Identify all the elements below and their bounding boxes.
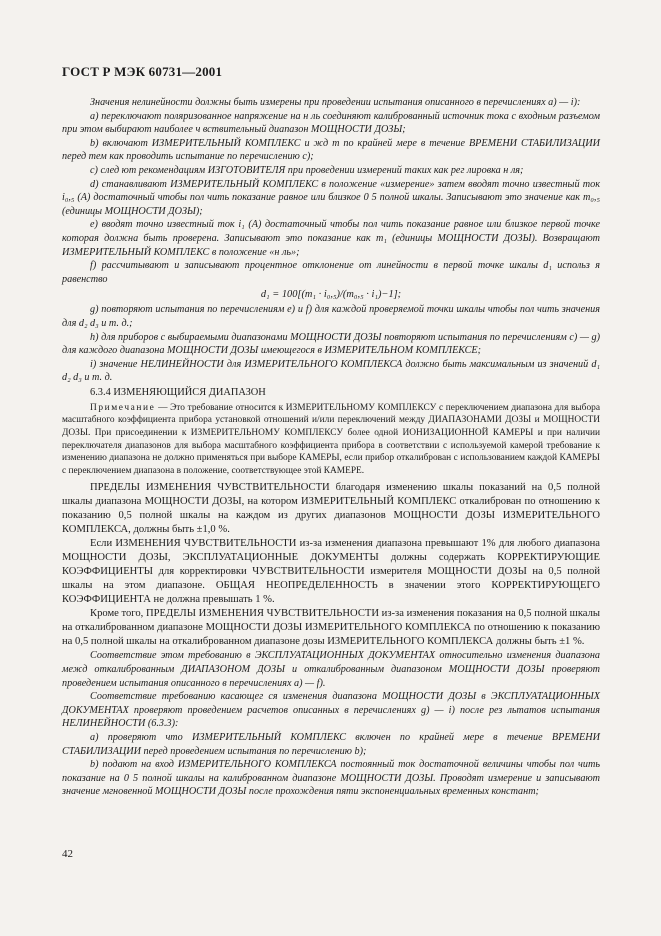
standard-header: ГОСТ Р МЭК 60731—2001 (62, 64, 223, 79)
note-text: — Это требование относится к ИЗМЕРИТЕЛЬНОМУ КОМПЛЕКСУ с переключением диапазона для выбора масштабного коэффициента прибора установкой отношений и/или переключений между ДИАПАЗОНАМИ ДОЗЫ и МОЩНОСТИ ДОЗЫ. При присоединении к ИЗМЕРИТЕЛЬНОМУ КОМПЛЕКСУ более одной ИОНИЗАЦИОННОЙ КАМЕРЫ и при наличии переключателя диапазонов для выбора масштабного коэффициента прибора в соответствии с используемой камерой требование к изменению диапазона не должно применяться при выборе КАМЕРЫ, если прибор откалиброван с использованием каждой КАМЕРЫ с переключением диапазона в положение, соответствующее этой КАМЕРЕ. (62, 402, 600, 476)
list-item-i: i) значение НЕЛИНЕЙНОСТИ для ИЗМЕРИТЕЛЬНОГО КОМПЛЕКСА должно быть максимальным из значений d₁ d₂ d₃ и т. д. (62, 358, 600, 384)
note-label: Примечание (90, 402, 156, 413)
list-item-c: c) след ют рекомендациям ИЗГОТОВИТЕЛЯ при проведении измерений таких как рег лировка н ля; (90, 164, 524, 176)
page-number: 42 (62, 848, 73, 860)
nonlinearity-formula: d₁ = 100[(m₁ · i₀,₅)/(m₀,₅ · i₁)−1]; (260, 289, 402, 301)
list-item-d: d) станавливают ИЗМЕРИТЕЛЬНЫЙ КОМПЛЕКС в положение «измерение» затем вводят точно известный ток i₀,₅ (А) достаточный чтобы пол чить показание равное или близкое 0 5 полной шкалы. Записывают это значение как m₀,₅ (единицы МОЩНОСТИ ДОЗЫ); (62, 178, 600, 217)
list-item-b: b) включают ИЗМЕРИТЕЛЬНЫЙ КОМПЛЕКС и жд т по крайней мере в течение ВРЕМЕНИ СТАБИЛИЗАЦИИ перед тем как проводить испытание по перечислению с); (62, 137, 600, 163)
list-item-a: а) переключают поляризованное напряжение на н ль соединяют калиброванный источник тока с входным разъемом при этом выбирают наиболее ч вствительный диапазон МОЩНОСТИ ДОЗЫ; (62, 110, 600, 136)
paragraph: ПРЕДЕЛЫ ИЗМЕНЕНИЯ ЧУВСТВИТЕЛЬНОСТИ благодаря изменению шкалы показаний на 0,5 полной шкалы диапазона МОЩНОСТИ ДОЗЫ, на котором ИЗМЕРИТЕЛЬНЫЙ КОМПЛЕКС откалиброван по отношению к показанию 0,5 полной шкалы на каждом из других диапазонов МОЩНОСТИ ДОЗЫ ИЗМЕРИТЕЛЬНОГО КОМПЛЕКСА, должны быть ±1,0 %. (62, 482, 600, 536)
section-heading: 6.3.4 ИЗМЕНЯЮЩИЙСЯ ДИАПАЗОН (90, 386, 266, 398)
note (62, 402, 600, 478)
paragraph: Соответствие этом требованию в ЭКСПЛУАТАЦИОННЫХ ДОКУМЕНТАХ относительно изменения диапазона межд откалиброванным ДИАПАЗОНОМ ДОЗЫ и откалиброванным диапазоном МОЩНОСТИ ДОЗЫ проверяют проведением испытания описанного в перечислениях а) — f). (62, 650, 600, 689)
list-item-g: g) повторяют испытания по перечислениям е) и f) для каждой проверяемой точки шкалы чтобы пол чить значения для d₂ d₃ и т. д.; (62, 304, 600, 329)
list-item-f: f) рассчитывают и записывают процентное отклонение от линейности в первой точке шкалы d₁ использ я равенство (62, 260, 600, 285)
paragraph: Кроме того, ПРЕДЕЛЫ ИЗМЕНЕНИЯ ЧУВСТВИТЕЛЬНОСТИ из-за изменения показания на 0,5 полной шкалы на откалиброванном диапазоне МОЩНОСТИ ДОЗЫ ИЗМЕРИТЕЛЬНОГО КОМПЛЕКСА по отношению к показанию на 0,5 полной шкалы на откалиброванном диапазоне дозы ИЗМЕРИТЕЛЬНОГО КОМПЛЕКСА должны быть ±1 %. (62, 608, 600, 648)
paragraph: Соответствие требованию касающег ся изменения диапазона МОЩНОСТИ ДОЗЫ в ЭКСПЛУАТАЦИОННЫХ ДОКУМЕНТАХ проверяют проведением расчетов описанных в перечислениях g) — i) после рез льтатов испытания НЕЛИНЕЙНОСТИ (6.3.3): (62, 691, 600, 730)
list-item-b: b) подают на вход ИЗМЕРИТЕЛЬНОГО КОМПЛЕКСА постоянный ток достаточной величины чтобы пол чить показание на 0 5 полной шкалы на калиброванном диапазоне МОЩНОСТИ ДОЗЫ. Проводят измерение и записывают значение мгновенной МОЩНОСТИ ДОЗЫ после прохождения пяти экспоненциальных временных констант; (62, 759, 600, 798)
list-item-a: а) проверяют что ИЗМЕРИТЕЛЬНЫЙ КОМПЛЕКС включен по крайней мере в течение ВРЕМЕНИ СТАБИЛИЗАЦИИ перед проведением испытания по перечислению b); (62, 732, 600, 757)
document-body (62, 96, 600, 799)
list-item-e: е) вводят точно известный ток i₁ (А) достаточный чтобы пол чить показание равное или близкое первой точке которая должна быть проверена. Записывают это показание как m₁ (единицы МОЩНОСТИ ДОЗЫ). Возвращают ИЗМЕРИТЕЛЬНЫЙ КОМПЛЕКС в положение «н ль»; (62, 219, 600, 258)
paragraph: Значения нелинейности должны быть измерены при проведении испытания описанного в перечислениях а) — i): (90, 97, 581, 108)
list-item-h: h) для приборов с выбираемыми диапазонами МОЩНОСТИ ДОЗЫ повторяют испытания по перечислениям с) — g) для каждого диапазона МОЩНОСТИ ДОЗЫ имеющегося в ИЗМЕРИТЕЛЬНОМ КОМПЛЕКСЕ; (62, 331, 600, 357)
paragraph: Если ИЗМЕНЕНИЯ ЧУВСТВИТЕЛЬНОСТИ из-за изменения диапазона превышают 1% для любого диапазона МОЩНОСТИ ДОЗЫ, ЭКСПЛУАТАЦИОННЫЕ ДОКУМЕНТЫ должны содержать КОРРЕКТИРУЮЩИЕ КОЭФФИЦИЕНТЫ для корректировки ЧУВСТВИТЕЛЬНОСТИ измерителя МОЩНОСТИ ДОЗЫ на 0,5 полной шкалы на этом диапазоне. ОБЩАЯ НЕОПРЕДЕЛЕННОСТЬ в значении этого КОРРЕКТИРУЮЩЕГО КОЭФФИЦИЕНТА не должна превышать 1 %. (62, 538, 600, 606)
